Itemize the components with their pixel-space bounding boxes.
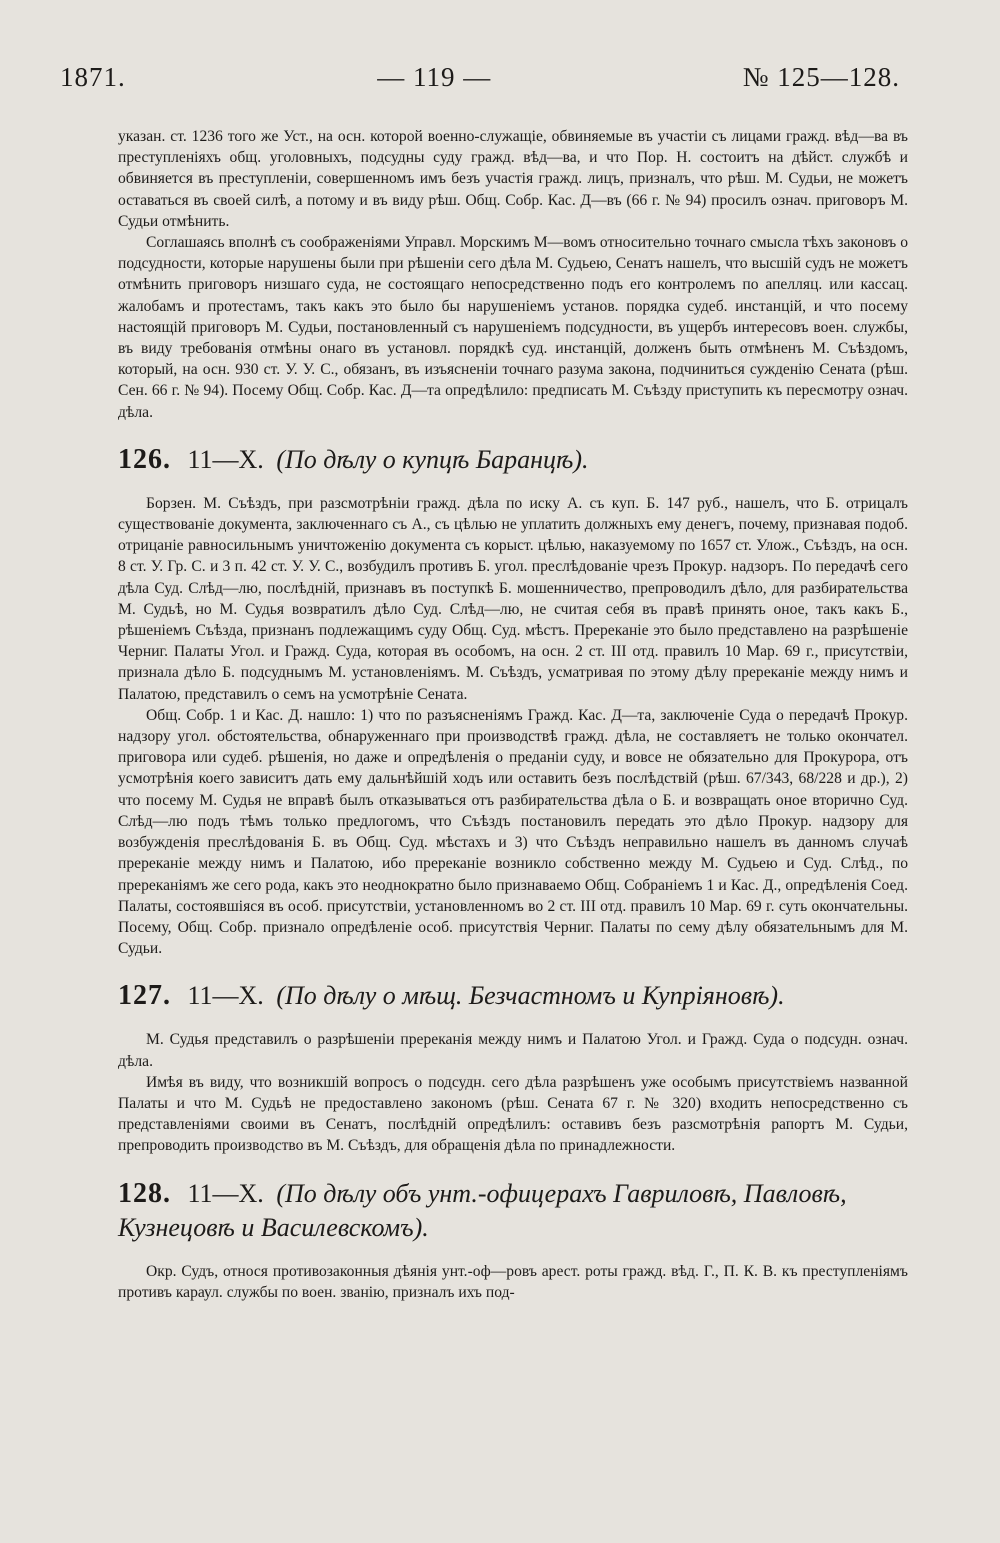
case-section-126 — [118, 443, 908, 959]
intro-text — [118, 126, 908, 423]
case-number: 128. — [118, 1177, 171, 1209]
case-date: 11—X. — [187, 981, 264, 1011]
paragraph: М. Судья представилъ о разрѣшеніи пререканія между нимъ и Палатою Угол. и Гражд. Суда о подсудн. означ. дѣла. — [118, 1031, 908, 1070]
case-date: 11—X. — [187, 444, 264, 474]
case-title: (По дѣлу объ унт.-офицерахъ Гавриловѣ, Павловѣ, Кузнецовѣ и Василевскомъ). — [118, 1178, 847, 1242]
page-header — [60, 62, 900, 93]
case-heading — [118, 443, 908, 477]
paragraph: Соглашаясь вполнѣ съ соображеніями Управл. Морскимъ М—вомъ относительно точнаго смысла тѣхъ законовъ о подсудности, которые нарушены были при рѣшеніи сего дѣла М. Судьею, Сенатъ нашелъ, что высшій судъ не можетъ отмѣнить приговоръ низшаго суда, не состоящаго непосредственно подъ его контролемъ по апелляц. или кассац. жалобамъ и протестамъ, такъ какъ это было бы нарушеніемъ установ. порядка судеб. инстанцій, и что посему настоящій приговоръ М. Судьи, постановленный съ нарушеніемъ подсудности, въ ущербъ интересовъ воен. службы, въ виду требованія отмѣны онаго въ установл. порядкѣ суд. инстанцій, долженъ быть отмѣненъ М. Съѣздомъ, который, на осн. 930 ст. У. У. С., обязанъ, въ изъясненіи точнаго разума закона, подчиниться сужденію Сената (рѣш. Сен. 66 г. № 94). Посему Общ. Собр. Кас. Д—та опредѣлило: предписать М. Съѣзду приступить къ пересмотру означ. дѣла. — [118, 234, 908, 421]
case-number: 127. — [118, 980, 171, 1012]
paragraph: указан. ст. 1236 того же Уст., на осн. которой военно-служащіе, обвиняемые въ участіи съ лицами гражд. вѣд—ва въ преступленіяхъ общ. уголовныхъ, подсудны суду гражд. вѣд—ва, и что Пор. Н. состоитъ на дѣйст. службѣ и обвиняется въ преступленіи, совершенномъ имъ безъ участія гражд. лицъ, призналъ, что рѣш. М. Судьи, не можетъ оставаться въ своей силѣ, а потому и въ виду рѣш. Общ. Собр. Кас. Д—въ (66 г. № 94) просилъ означ. приговоръ М. Судьи отмѣнить. — [118, 128, 908, 230]
case-date: 11—X. — [187, 1178, 264, 1208]
header-case-range: № 125—128. — [742, 62, 900, 92]
header-year: 1871. — [60, 62, 126, 92]
case-heading — [118, 979, 908, 1013]
case-title: (По дѣлу о купцѣ Баранцѣ). — [276, 444, 589, 474]
header-page-number: — 119 — — [377, 62, 492, 92]
paragraph: Борзен. М. Съѣздъ, при разсмотрѣніи гражд. дѣла по иску А. съ куп. Б. 147 руб., нашелъ, что Б. отрицалъ существованіе документа, заключеннаго съ А., съ цѣлью не уплатить должныхъ ему денегъ, почему, признавая подоб. отрицаніе равносильнымъ уничтоженію документа съ корыст. цѣлью, наказуемому по 1657 ст. Улож., Съѣздъ, на осн. 8 ст. У. Гр. С. и 3 п. 42 ст. У. У. С., возбудилъ противъ Б. угол. преслѣдованіе чрезъ Прокур. надзоръ. По передачѣ сего дѣла Суд. Слѣд—лю, послѣдній, признавъ въ поступкѣ Б. мошенничество, препроводилъ дѣло, для разбирательства М. Судьѣ, но М. Судья возвратилъ дѣло Суд. Слѣд—лю, не считая себя въ правѣ принять оное, такъ какъ Б., рѣшеніемъ Съѣзда, признанъ подлежащимъ суду Общ. Суд. мѣстъ. Пререканіе это было представлено на разрѣшеніе Черниг. Палаты Угол. и Гражд. Суда, которая въ особомъ, на осн. 2 ст. III отд. правилъ 10 Мар. 69 г., присутствіи, признала дѣло Б. подсуднымъ М. установленіямъ. М. Съѣздъ, усматривая по этому дѣлу пререканіе между нимъ и Палатою, представилъ о семъ на усмотрѣніе Сената. — [118, 494, 908, 703]
case-section-128 — [118, 1177, 908, 1303]
paragraph: Окр. Судъ, относя противозаконныя дѣянія унт.-оф—ровъ арест. роты гражд. вѣд. Г., П. К. В. къ преступленіямъ противъ караул. службы по воен. званію, призналъ ихъ под- — [118, 1262, 908, 1301]
case-title: (По дѣлу о мѣщ. Безчастномъ и Купріяновѣ). — [276, 981, 785, 1011]
case-heading — [118, 1177, 908, 1245]
case-section-127 — [118, 979, 908, 1156]
paragraph: Общ. Собр. 1 и Кас. Д. нашло: 1) что по разъясненіямъ Гражд. Кас. Д—та, заключеніе Суда о передачѣ Прокур. надзору угол. обстоятельства, обнаруженнаго при производствѣ гражд. дѣла, не составляетъ не только окончател. приговора или судеб. рѣшенія, но даже и опредѣленія о преданіи суду, и вовсе не обязательно для Прокурора, отъ усмотрѣнія коего зависитъ дать ему дальнѣйшій ходъ или оставить безъ послѣдствій (рѣш. 67/343, 68/228 и др.), 2) что посему М. Судья не вправѣ былъ отказываться отъ разбирательства дѣла о Б. и возвращать оное вторично Суд. Слѣд—лю подъ тѣмъ только предлогомъ, что Съѣздъ постановилъ передать это дѣло Прокур. надзору для возбужденія преслѣдованія Б. въ Общ. Суд. мѣстахъ и 3) что Съѣздъ неправильно нашелъ въ данномъ случаѣ пререканіе между нимъ и Палатою, ибо пререканіе возникло собственно между М. Судьею и Суд. Слѣд., по пререканіямъ же сего рода, какъ это неоднократно было признаваемо Общ. Собраніемъ 1 и Кас. Д., опредѣленія Соед. Палаты, состоявшіяся въ особ. присутствіи, установленномъ во 2 ст. III отд. правилъ 10 Мар. 69 г. суть окончательны. Посему, Общ. Собр. признало опредѣленіе особ. присутствія Черниг. Палаты по сему дѣлу обязательнымъ для М. Судьи. — [118, 706, 908, 958]
page-body — [118, 126, 908, 1303]
paragraph: Имѣя въ виду, что возникшій вопросъ о подсудн. сего дѣла разрѣшенъ уже особымъ присутствіемъ названной Палаты и что М. Судьѣ не предоставлено закономъ (рѣш. Сената 67 г. № 320) входить непосредственно съ представленіями своими въ Сенатъ, послѣдній опредѣлилъ: оставивъ безъ разсмотрѣнія рапортъ М. Судьи, препроводить производство въ М. Съѣздъ, для обращенія дѣла по принадлежности. — [118, 1073, 908, 1155]
case-number: 126. — [118, 443, 171, 475]
